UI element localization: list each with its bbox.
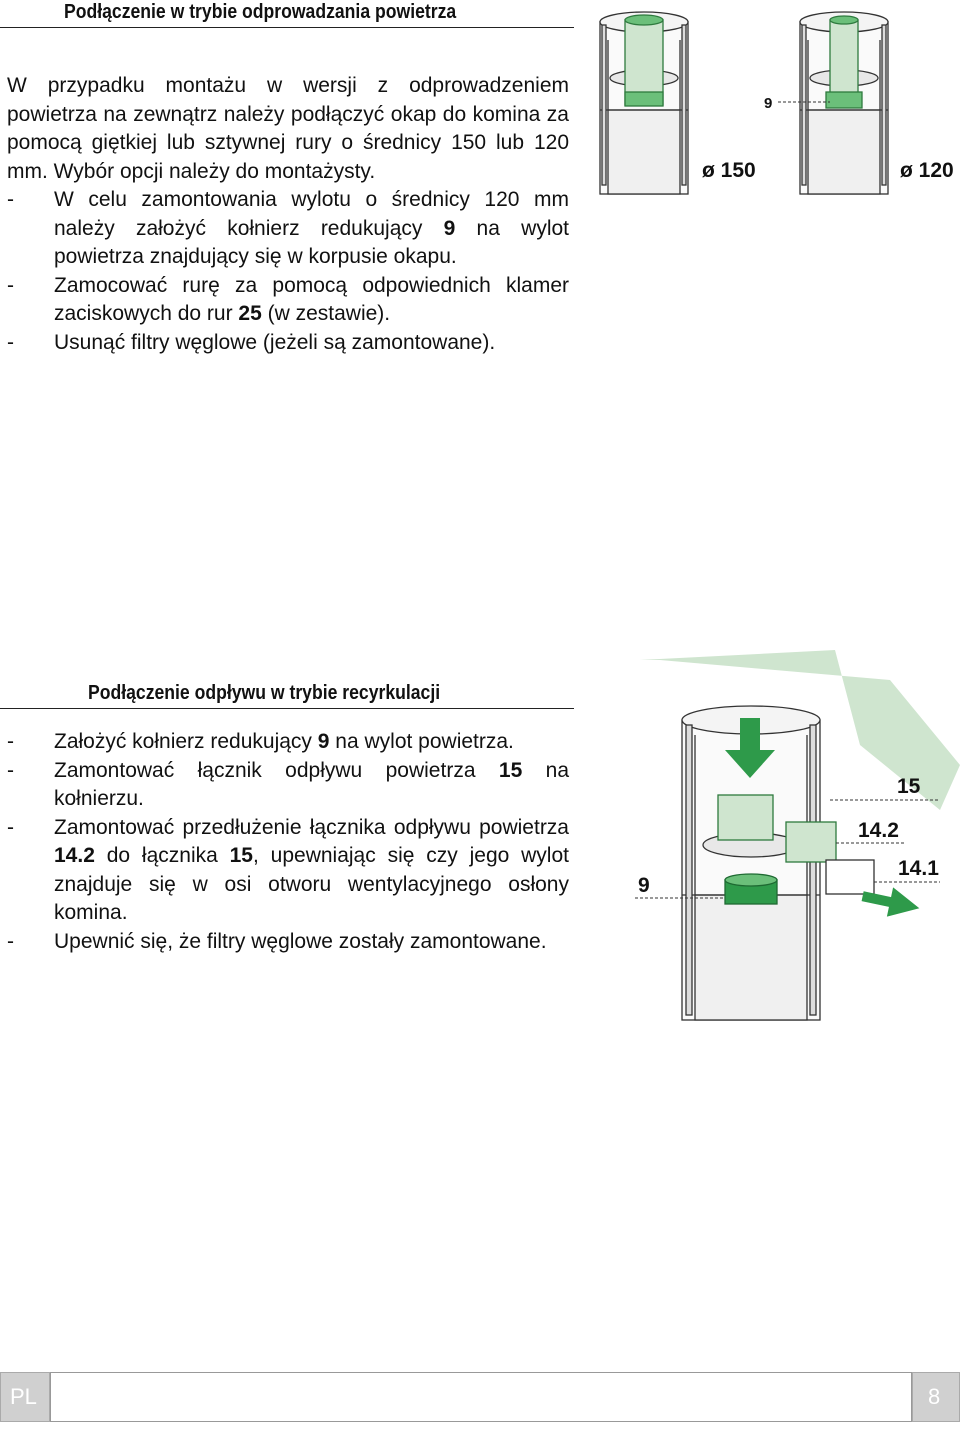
hood-recirculation-illustration [682,706,874,1020]
section2-body [7,728,569,956]
footer-page-number: 8 [928,1384,941,1409]
footer-lang: PL [10,1384,37,1409]
label-120: ø 120 [900,159,954,182]
section1-rule [0,27,574,28]
section2-rule [0,708,574,709]
section1-bullet-2: - Zamocować rurę za pomocą odpowiednich klamer zaciskowych do rur 25 (w zestawie). [7,273,569,325]
section1-title: Podłączenie w trybie odprowadzania powietrza [64,1,457,23]
label-9-bottom: 9 [638,874,650,897]
recirculation-figure [600,650,960,1030]
section1-bullet-3: - Usunąć filtry węglowe (jeżeli są zamontowane). [7,330,496,354]
label-150: ø 150 [702,159,756,182]
section2-bullet-2: - Zamontować łącznik odpływu powietrza 15 na kołnierzu. [7,758,569,810]
label-9-top: 9 [764,95,773,112]
label-14-1: 14.1 [898,857,939,880]
section1-body [7,72,569,357]
label-15: 15 [897,775,921,798]
section1-intro: W przypadku montażu w wersji z odprowadzeniem powietrza na zewnątrz należy podłączyć okap do komina za pomocą giętkiej lub sztywnej rury o średnicy 150 lub 120 mm. Wybór opcji należy do montażysty. [7,74,569,183]
section1-bullet-1: - W celu zamontowania wylotu o średnicy 120 mm należy założyć kołnierz redukujący 9 na wylot powietrza znajdujący się w korpusie okapu. [7,188,570,268]
section2-bullet-1: - Założyć kołnierz redukujący 9 na wylot powietrza. [7,730,514,753]
hood-120-illustration [800,12,888,194]
footer-bar [50,1372,912,1422]
label-14-2: 14.2 [858,819,899,842]
section2-title: Podłączenie odpływu w trybie recyrkulacji [88,682,441,704]
hood-150-illustration [600,12,688,194]
section2-bullet-3: - Zamontować przedłużenie łącznika odpływu powietrza 14.2 do łącznika 15, upewniając się czy jego wylot znajduje się w osi otworu wentylacyjnego osłony komina. [7,815,569,924]
duct-outlet-figure [590,0,960,205]
section2-bullet-4: - Upewnić się, że filtry węglowe zostały zamontowane. [7,929,547,953]
